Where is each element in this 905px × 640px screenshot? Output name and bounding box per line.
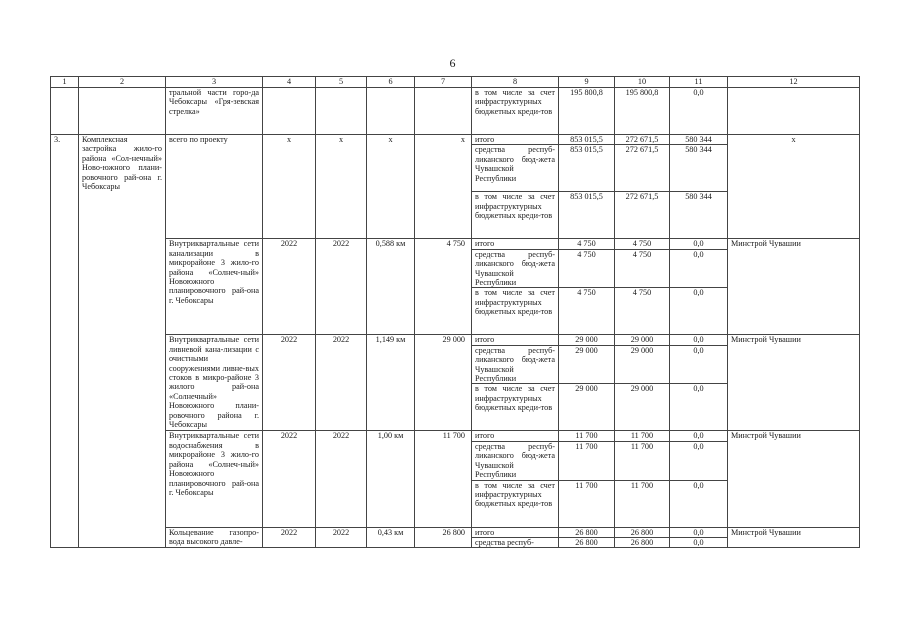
cell-year-1: 11 700 <box>615 431 670 441</box>
cell-source: итого <box>472 527 559 537</box>
page-number: 6 <box>449 56 456 70</box>
cell-year-2: 0,0 <box>670 239 728 249</box>
cell-year-1: 29 000 <box>615 384 670 431</box>
cell-start-year <box>263 88 316 135</box>
cell-year-1: 29 000 <box>615 335 670 345</box>
cell-year-2: 580 344 <box>670 145 728 192</box>
cell-source: средства респуб-ликанского бюд-жета Чувашской Республики <box>472 145 559 192</box>
cell-year-2: 0,0 <box>670 527 728 537</box>
cell-capacity: х <box>367 135 415 239</box>
cell-capacity: 0,588 км <box>367 239 415 335</box>
col-header: 1 <box>51 77 79 88</box>
cell-capacity: 0,43 км <box>367 527 415 548</box>
table-row <box>51 88 860 135</box>
col-header: 5 <box>316 77 367 88</box>
cell-total: 853 015,5 <box>559 145 615 192</box>
cell-project-name: всего по проекту <box>166 135 263 239</box>
cell-source: средства респуб- <box>472 537 559 547</box>
cell-end-year: 2022 <box>316 239 367 335</box>
cell-source: средства респуб-ликанского бюд-жета Чувашской Республики <box>472 345 559 384</box>
cell-project-name: Внутриквартальные сети канализации в микрорайоне 3 жило-го района «Солнеч-ный» Новоюжного планировочного рай-она г. Чебоксары <box>166 239 263 335</box>
cell-year-2: 0,0 <box>670 345 728 384</box>
col-header: 6 <box>367 77 415 88</box>
cell-year-1: 11 700 <box>615 441 670 480</box>
col-header: 2 <box>79 77 166 88</box>
cell-year-2: 0,0 <box>670 288 728 335</box>
cell-start-year: 2022 <box>263 431 316 527</box>
cell-year-1: 26 800 <box>615 537 670 547</box>
cell-total: 29 000 <box>559 384 615 431</box>
cell-total: 4 750 <box>559 288 615 335</box>
cell-end-year: х <box>316 135 367 239</box>
cell-total: 26 800 <box>559 527 615 537</box>
cell-end-year: 2022 <box>316 431 367 527</box>
cell-total: 11 700 <box>559 480 615 527</box>
header-row <box>51 77 860 88</box>
cell-start-year: х <box>263 135 316 239</box>
cell-source: в том числе за счет инфраструктурных бюджетных креди-тов <box>472 192 559 239</box>
table-row <box>51 335 860 345</box>
cell-num <box>51 88 79 135</box>
cell-total: 853 015,5 <box>559 135 615 145</box>
cell-year-1: 4 750 <box>615 249 670 288</box>
cell-executor: Минстрой Чувашии <box>728 335 860 431</box>
cell-capacity: 1,00 км <box>367 431 415 527</box>
cell-project-name: тральной части горо-да Чебоксары «Гря-зевская стрелка» <box>166 88 263 135</box>
col-header: 7 <box>415 77 472 88</box>
cell-source: итого <box>472 431 559 441</box>
cell-cost <box>415 88 472 135</box>
cell-year-2: 0,0 <box>670 384 728 431</box>
cell-executor: Минстрой Чувашии <box>728 527 860 548</box>
cell-total: 4 750 <box>559 249 615 288</box>
cell-source: в том числе за счет инфраструктурных бюджетных креди-тов <box>472 480 559 527</box>
cell-end-year <box>316 88 367 135</box>
cell-total: 26 800 <box>559 537 615 547</box>
table-row <box>51 431 860 441</box>
cell-year-1: 26 800 <box>615 527 670 537</box>
cell-executor: х <box>728 135 860 239</box>
cell-cost: 4 750 <box>415 239 472 335</box>
col-header: 9 <box>559 77 615 88</box>
cell-end-year: 2022 <box>316 335 367 431</box>
cell-object: Комплексная застройка жило-го района «Сол-нечный» Ново-южного плани-ровочного рай-она г. Чебоксары <box>79 135 166 548</box>
col-header: 8 <box>472 77 559 88</box>
cell-source: средства респуб-ликанского бюд-жета Чувашской Республики <box>472 441 559 480</box>
cell-year-2: 0,0 <box>670 88 728 135</box>
budget-table <box>50 76 860 548</box>
cell-project-name: Внутриквартальные сети водоснабжения в микрорайоне 3 жило-го района «Солнеч-ный» Новоюжного планировочного рай-она г. Чебоксары <box>166 431 263 527</box>
cell-year-1: 195 800,8 <box>615 88 670 135</box>
cell-year-2: 0,0 <box>670 480 728 527</box>
cell-cost: 26 800 <box>415 527 472 548</box>
cell-year-1: 4 750 <box>615 288 670 335</box>
cell-source: в том числе за счет инфраструктурных бюджетных креди-тов <box>472 88 559 135</box>
cell-total: 195 800,8 <box>559 88 615 135</box>
cell-year-2: 0,0 <box>670 431 728 441</box>
cell-total: 853 015,5 <box>559 192 615 239</box>
cell-year-1: 11 700 <box>615 480 670 527</box>
cell-start-year: 2022 <box>263 527 316 548</box>
cell-source: итого <box>472 239 559 249</box>
cell-year-2: 580 344 <box>670 135 728 145</box>
col-header: 4 <box>263 77 316 88</box>
cell-source: в том числе за счет инфраструктурных бюджетных креди-тов <box>472 288 559 335</box>
cell-source: итого <box>472 135 559 145</box>
cell-cost: 11 700 <box>415 431 472 527</box>
cell-year-1: 272 671,5 <box>615 145 670 192</box>
col-header: 11 <box>670 77 728 88</box>
cell-source: средства респуб-ликанского бюд-жета Чувашской Республики <box>472 249 559 288</box>
cell-capacity <box>367 88 415 135</box>
col-header: 3 <box>166 77 263 88</box>
cell-year-1: 272 671,5 <box>615 192 670 239</box>
cell-project-name: Кольцевание газопро-вода высокого давле- <box>166 527 263 548</box>
cell-num: 3. <box>51 135 79 548</box>
cell-source: в том числе за счет инфраструктурных бюджетных креди-тов <box>472 384 559 431</box>
cell-end-year: 2022 <box>316 527 367 548</box>
cell-source: итого <box>472 335 559 345</box>
cell-year-2: 0,0 <box>670 335 728 345</box>
cell-year-2: 580 344 <box>670 192 728 239</box>
cell-total: 11 700 <box>559 441 615 480</box>
col-header: 10 <box>615 77 670 88</box>
cell-executor: Минстрой Чувашии <box>728 239 860 335</box>
table-row <box>51 527 860 537</box>
cell-year-1: 29 000 <box>615 345 670 384</box>
cell-start-year: 2022 <box>263 239 316 335</box>
cell-total: 29 000 <box>559 335 615 345</box>
cell-year-2: 0,0 <box>670 441 728 480</box>
cell-start-year: 2022 <box>263 335 316 431</box>
cell-total: 11 700 <box>559 431 615 441</box>
cell-year-1: 4 750 <box>615 239 670 249</box>
cell-cost: х <box>415 135 472 239</box>
cell-year-2: 0,0 <box>670 249 728 288</box>
cell-executor: Минстрой Чувашии <box>728 431 860 527</box>
cell-year-2: 0,0 <box>670 537 728 547</box>
cell-total: 29 000 <box>559 345 615 384</box>
table-row <box>51 135 860 145</box>
cell-object <box>79 88 166 135</box>
cell-year-1: 272 671,5 <box>615 135 670 145</box>
col-header: 12 <box>728 77 860 88</box>
cell-capacity: 1,149 км <box>367 335 415 431</box>
table-row <box>51 239 860 249</box>
cell-project-name: Внутриквартальные сети ливневой кана-лизации с очистными сооружениями ливне-вых стоков в микро-районе 3 жилого рай-она «Солнечный» Новоюжного плани-ровочного района г. Чебоксары <box>166 335 263 431</box>
cell-executor <box>728 88 860 135</box>
cell-total: 4 750 <box>559 239 615 249</box>
cell-cost: 29 000 <box>415 335 472 431</box>
